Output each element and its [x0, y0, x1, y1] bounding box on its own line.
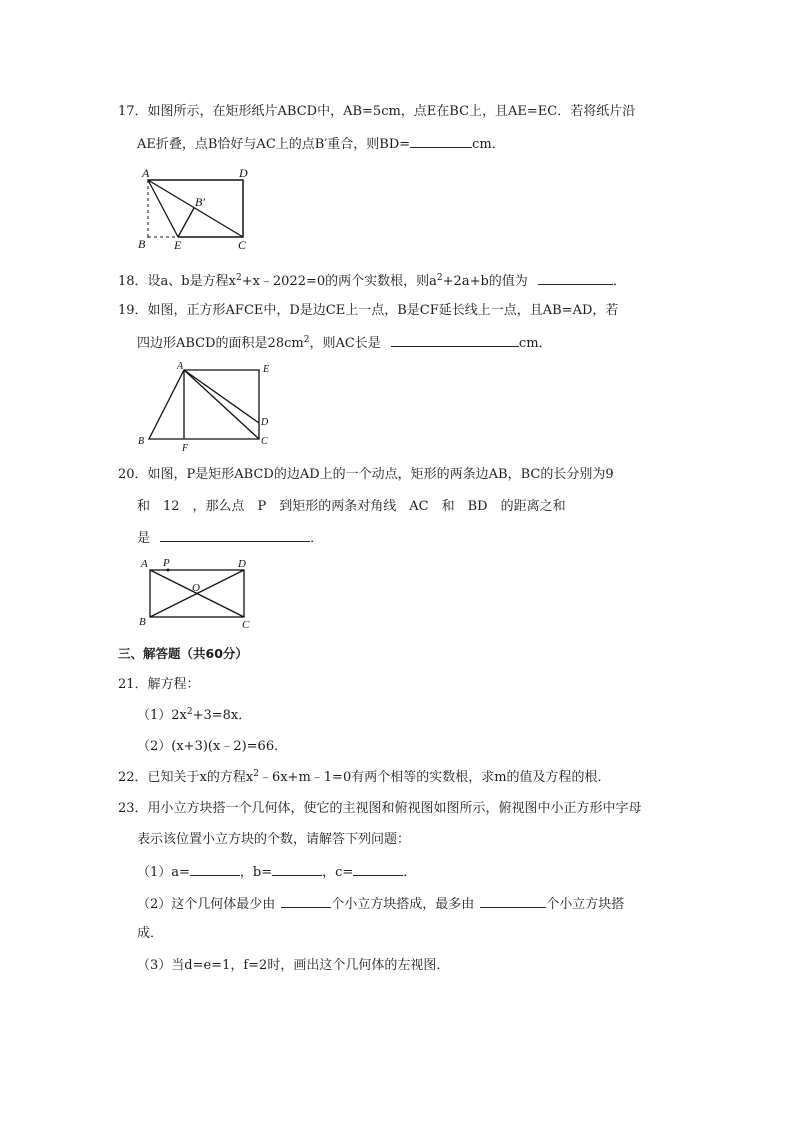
- q20-label-O: O: [192, 582, 200, 594]
- q19-label-F: F: [182, 443, 189, 454]
- q21-part2: （2）(x+3)(x﹣2)=66．: [137, 739, 288, 754]
- q20-answer-blank[interactable]: [160, 528, 310, 542]
- q17-answer-blank[interactable]: [410, 134, 472, 148]
- q22-post: ﹣6x+m﹣1=0有两个相等的实数根，求m的值及方程的根．: [258, 770, 611, 785]
- q23-blank-min[interactable]: [281, 894, 331, 908]
- q23-p2a: （2）这个几何体最少由: [137, 897, 276, 912]
- q21-part1: [137, 707, 251, 725]
- q18-answer-blank[interactable]: [538, 271, 613, 285]
- q20-line3a: 是: [137, 531, 151, 546]
- q17-label-C: C: [238, 238, 247, 252]
- q19-sup: 2: [303, 335, 310, 345]
- q21-p1sup: 2: [186, 707, 193, 717]
- q18-sup2: 2: [436, 273, 443, 283]
- q19-label-D: D: [261, 417, 269, 428]
- q22-line: [118, 769, 611, 787]
- q18-end: ．: [612, 274, 626, 289]
- q23-part2-cont: 成．: [137, 926, 164, 941]
- q17-unit: cm．: [472, 137, 505, 152]
- q17-label-B: B: [138, 237, 146, 251]
- q19-answer-blank[interactable]: [391, 333, 519, 347]
- q18-mid: +x﹣2022=0的两个实数根，则a: [241, 274, 437, 289]
- q23-blank-a[interactable]: [190, 862, 240, 876]
- q17-line2-text: AE折叠，点B恰好与AC上的点B′重合，则BD=: [137, 137, 411, 152]
- q23-blank-max[interactable]: [480, 894, 546, 908]
- q23-p1d: ．: [403, 865, 417, 880]
- q23-line1: 23．用小立方块搭一个几何体，使它的主视图和俯视图如图所示，俯视图中小正方形中字母: [118, 801, 642, 816]
- q23-p2c: 个小立方块搭: [546, 897, 625, 912]
- q19-line2: [137, 333, 552, 353]
- q20-label-A: A: [141, 558, 148, 570]
- q20-label-C: C: [242, 619, 250, 631]
- q23-p1b: ，b=: [239, 865, 273, 880]
- q23-part1: [137, 862, 416, 882]
- q23-part3: （3）当d=e=1，f=2时，画出这个几何体的左视图．: [137, 958, 450, 973]
- q23-blank-b[interactable]: [272, 862, 322, 876]
- q19-unit: cm．: [518, 336, 552, 351]
- q17-figure: [134, 166, 274, 251]
- q23-p2b: 个小立方块搭成，最多由: [331, 897, 475, 912]
- q20-end: ．: [310, 531, 324, 546]
- q19-label-C: C: [261, 436, 268, 447]
- q23-line2: 表示该位置小立方块的个数，请解答下列问题：: [137, 832, 411, 847]
- q22-pre: 22．已知关于x的方程x: [118, 770, 254, 785]
- q18-pre: 18．设a、b是方程x: [118, 274, 236, 289]
- q17-label-D: D: [239, 166, 248, 180]
- q19-line1: 19．如图，正方形AFCE中，D是边CE上一点，B是CF延长线上一点，且AB=AD，若: [118, 303, 619, 318]
- q18-post: +2a+b的值为: [442, 274, 528, 289]
- q19-label-B: B: [138, 436, 145, 447]
- q20-line2: 和 12 ，那么点 P 到矩形的两条对角线 AC 和 BD 的距离之和: [137, 499, 566, 514]
- q19-line2b: ，则AC长是: [309, 336, 381, 351]
- q17-line2: [137, 134, 505, 154]
- section-title: 三、解答题（共60分）: [118, 646, 248, 661]
- q17-line1: 17．如图所示，在矩形纸片ABCD中，AB=5cm，点E在BC上，且AE=EC．若将纸片沿: [118, 104, 636, 119]
- q20-line3: [137, 528, 323, 548]
- q18-line: [118, 271, 626, 291]
- q21-p1a: （1）2x: [137, 708, 187, 723]
- q19-label-A: A: [177, 361, 184, 372]
- q23-p1c: ，c=: [322, 865, 354, 880]
- q21-title: 21．解方程：: [118, 677, 200, 692]
- q19-line2a: 四边形ABCD的面积是28cm: [137, 336, 304, 351]
- q20-label-P: P: [163, 557, 170, 569]
- q20-figure: [137, 555, 267, 630]
- q20-label-B: B: [139, 616, 146, 628]
- q22-sup: 2: [253, 769, 259, 779]
- q23-part2: [137, 894, 624, 914]
- q23-p1a: （1）a=: [137, 865, 190, 880]
- q19-label-E: E: [263, 364, 270, 375]
- q19-figure: [135, 362, 285, 452]
- q17-label-B1: B′: [195, 195, 205, 209]
- q18-sup: 2: [235, 273, 242, 283]
- q17-label-E: E: [174, 238, 182, 252]
- q20-label-D: D: [238, 558, 246, 570]
- q20-line1: 20．如图，P是矩形ABCD的边AD上的一个动点，矩形的两条边AB，BC的长分别为9: [118, 467, 614, 482]
- q23-blank-c[interactable]: [353, 862, 403, 876]
- q21-p1b: +3=8x．: [192, 708, 252, 723]
- q17-label-A: A: [142, 166, 150, 180]
